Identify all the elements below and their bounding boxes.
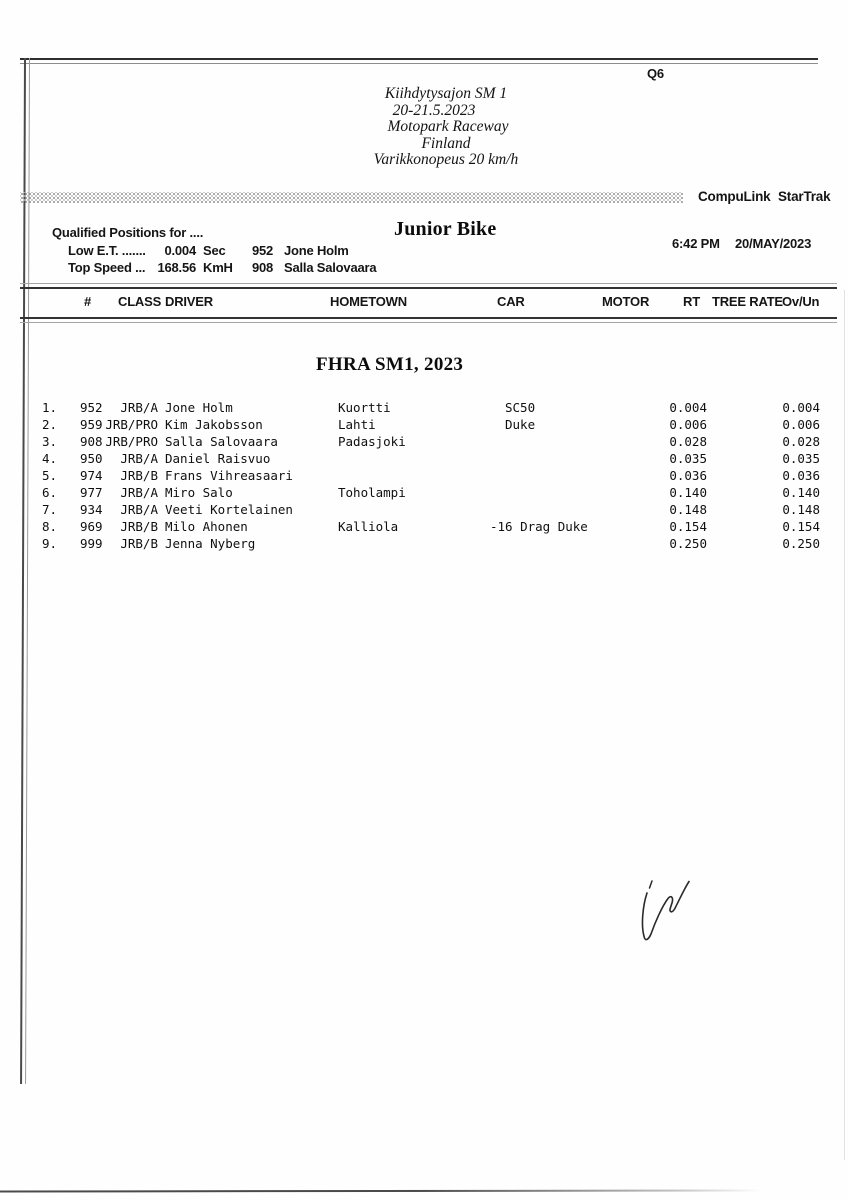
section-title: FHRA SM1, 2023 — [316, 354, 464, 375]
row-position: 3. — [42, 434, 58, 449]
column-header-class: CLASS — [118, 294, 162, 309]
low-et-unit: Sec — [203, 243, 226, 258]
result-row — [0, 416, 848, 433]
row-driver: Jone Holm — [165, 400, 233, 415]
column-header-number: # — [84, 294, 92, 309]
row-position: 4. — [42, 451, 58, 466]
row-class: JRB/PRO — [105, 434, 158, 449]
row-car: Duke — [505, 417, 536, 432]
row-class: JRB/PRO — [105, 417, 158, 432]
column-header-tree-rate: TREE RATE — [712, 294, 783, 309]
column-header-motor: MOTOR — [602, 294, 650, 309]
row-over-under: 0.036 — [782, 468, 820, 483]
row-entry-number: 969 — [80, 519, 103, 534]
category-title: Junior Bike — [394, 218, 497, 240]
table-header-top-rule — [20, 283, 837, 289]
page-bottom-border-line — [0, 1189, 762, 1192]
low-et-label: Low E.T. ....... — [68, 243, 146, 258]
row-over-under: 0.250 — [782, 536, 820, 551]
row-entry-number: 952 — [80, 400, 103, 415]
row-over-under: 0.148 — [782, 502, 820, 517]
row-entry-number: 977 — [80, 485, 103, 500]
row-position: 6. — [42, 485, 58, 500]
event-dates: 20-21.5.2023 — [392, 101, 476, 119]
row-position: 5. — [42, 468, 58, 483]
top-speed-driver: Salla Salovaara — [284, 260, 377, 275]
row-class: JRB/A — [120, 451, 158, 466]
sheet-label: Q6 — [647, 66, 664, 81]
row-hometown: Lahti — [338, 417, 376, 432]
column-header-car: CAR — [497, 294, 525, 309]
result-row — [0, 399, 848, 416]
column-header-rt: RT — [683, 294, 700, 309]
row-class: JRB/B — [120, 519, 158, 534]
page-top-border-line — [20, 58, 818, 64]
result-row — [0, 535, 848, 552]
result-row — [0, 518, 848, 535]
halftone-divider-band — [20, 192, 683, 203]
print-date: 20/MAY/2023 — [735, 236, 812, 251]
print-time: 6:42 PM — [672, 236, 720, 251]
row-over-under: 0.006 — [782, 417, 820, 432]
row-entry-number: 950 — [80, 451, 103, 466]
row-class: JRB/B — [120, 468, 158, 483]
row-class: JRB/A — [120, 502, 158, 517]
low-et-entry-number: 952 — [252, 243, 274, 258]
row-car: SC50 — [505, 400, 536, 415]
row-driver: Salla Salovaara — [165, 434, 278, 449]
row-entry-number: 934 — [80, 502, 103, 517]
result-row — [0, 467, 848, 484]
result-row — [0, 433, 848, 450]
top-speed-label: Top Speed ... — [68, 260, 146, 275]
column-header-hometown: HOMETOWN — [330, 294, 407, 309]
row-driver: Milo Ahonen — [165, 519, 248, 534]
row-driver: Frans Vihreasaari — [165, 468, 293, 483]
row-driver: Daniel Raisvuo — [165, 451, 271, 466]
row-over-under: 0.154 — [782, 519, 820, 534]
row-driver: Kim Jakobsson — [165, 417, 263, 432]
result-row — [0, 484, 848, 501]
row-reaction-time: 0.148 — [669, 502, 707, 517]
result-row — [0, 501, 848, 518]
row-reaction-time: 0.140 — [669, 485, 707, 500]
row-position: 2. — [42, 417, 58, 432]
row-reaction-time: 0.028 — [669, 434, 707, 449]
top-speed-entry-number: 908 — [252, 260, 274, 275]
row-over-under: 0.004 — [782, 400, 820, 415]
row-position: 8. — [42, 519, 58, 534]
row-hometown: Kalliola — [338, 519, 399, 534]
event-note: Varikkonopeus 20 km/h — [373, 151, 519, 169]
low-et-value: 0.004 — [164, 243, 196, 258]
row-reaction-time: 0.004 — [669, 400, 707, 415]
timing-system-brand: CompuLink StarTrak — [698, 189, 831, 204]
row-over-under: 0.140 — [782, 485, 820, 500]
row-hometown: Padasjoki — [338, 434, 406, 449]
qualified-positions-label: Qualified Positions for .... — [52, 225, 204, 240]
row-driver: Veeti Kortelainen — [165, 502, 293, 517]
column-header-ovun: Ov/Un — [782, 294, 820, 309]
row-car: -16 Drag Duke — [490, 519, 588, 534]
row-over-under: 0.028 — [782, 434, 820, 449]
row-reaction-time: 0.250 — [669, 536, 707, 551]
row-driver: Jenna Nyberg — [165, 536, 256, 551]
row-entry-number: 974 — [80, 468, 103, 483]
event-venue: Motopark Raceway — [387, 118, 509, 136]
signature-mark — [628, 868, 698, 948]
row-reaction-time: 0.035 — [669, 451, 707, 466]
row-reaction-time: 0.036 — [669, 468, 707, 483]
row-position: 9. — [42, 536, 58, 551]
row-class: JRB/B — [120, 536, 158, 551]
row-driver: Miro Salo — [165, 485, 233, 500]
table-header-bottom-rule — [20, 317, 837, 323]
column-header-driver: DRIVER — [165, 294, 213, 309]
row-hometown: Kuortti — [338, 400, 391, 415]
row-entry-number: 959 — [80, 417, 103, 432]
row-position: 7. — [42, 502, 58, 517]
row-position: 1. — [42, 400, 58, 415]
top-speed-value: 168.56 — [157, 260, 196, 275]
row-class: JRB/A — [120, 400, 158, 415]
page-left-border-shadow-line — [25, 58, 30, 1084]
row-hometown: Toholampi — [338, 485, 406, 500]
row-entry-number: 908 — [80, 434, 103, 449]
event-country: Finland — [421, 134, 471, 152]
result-row — [0, 450, 848, 467]
low-et-driver: Jone Holm — [284, 243, 349, 258]
top-speed-unit: KmH — [203, 260, 233, 275]
row-reaction-time: 0.006 — [669, 417, 707, 432]
row-entry-number: 999 — [80, 536, 103, 551]
event-title-block — [270, 86, 622, 169]
results-rows — [0, 399, 848, 552]
row-reaction-time: 0.154 — [669, 519, 707, 534]
row-class: JRB/A — [120, 485, 158, 500]
event-name: Kiihdytysajon SM 1 — [384, 85, 508, 102]
row-over-under: 0.035 — [782, 451, 820, 466]
